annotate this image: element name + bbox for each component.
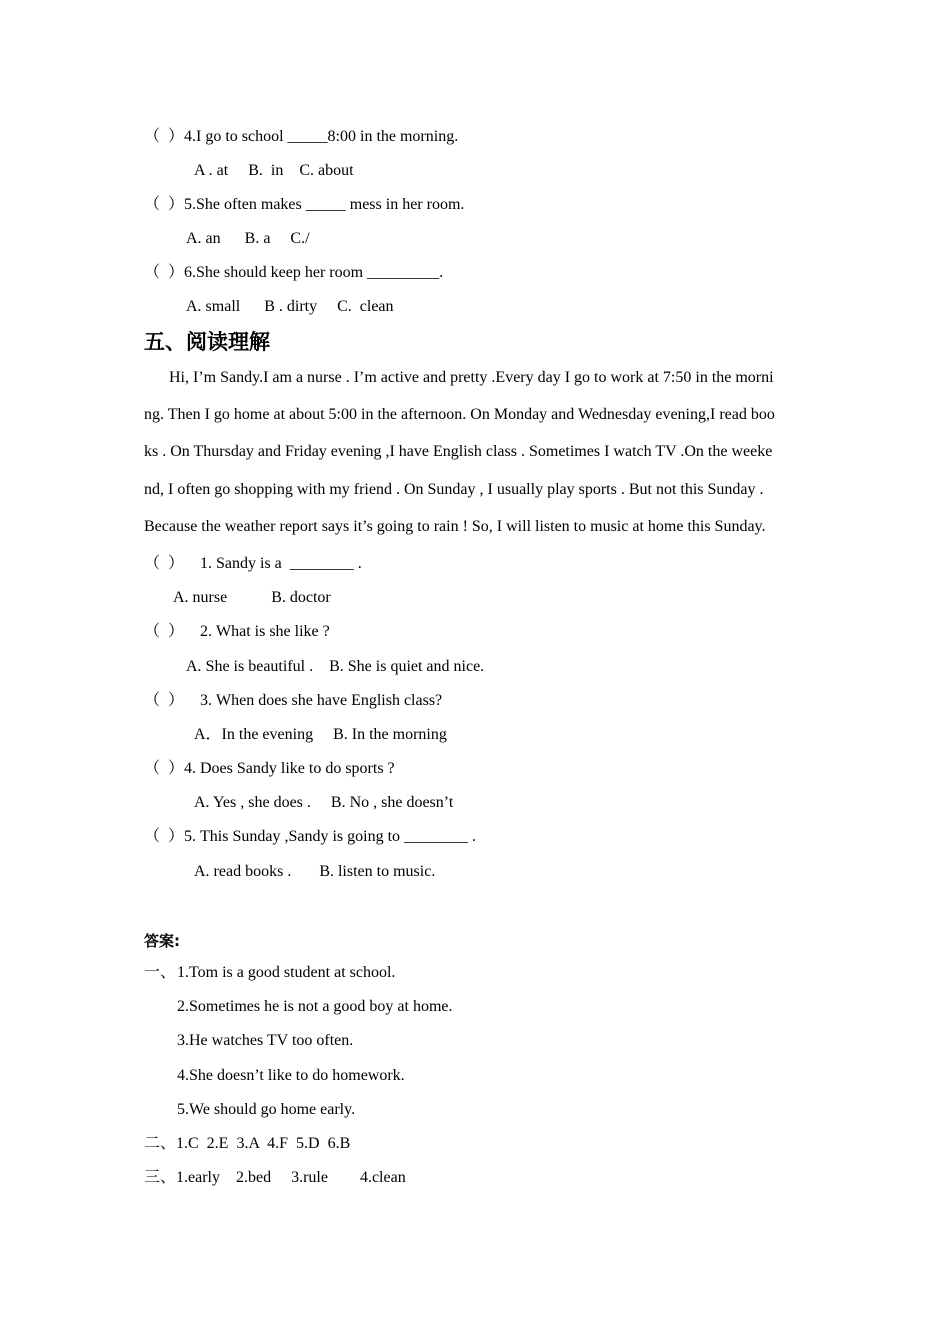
question-6-stem: （ ）6.She should keep her room _________. bbox=[144, 264, 444, 281]
question-6-options: A. small B . dirty C. clean bbox=[186, 298, 394, 315]
answer-part1-item: 5.We should go home early. bbox=[177, 1101, 356, 1118]
answers-part3: 三、1.early 2.bed 3.rule 4.clean bbox=[144, 1169, 406, 1186]
reading-question-5-options: A. read books . B. listen to music. bbox=[194, 863, 436, 880]
question-4-stem: （ ）4.I go to school _____8:00 in the morning. bbox=[144, 128, 459, 145]
reading-question-1-stem: （ ） 1. Sandy is a ________ . bbox=[144, 555, 362, 572]
answer-part1-item: 2.Sometimes he is not a good boy at home. bbox=[177, 998, 453, 1015]
answers-part1-prefix: 一、 bbox=[144, 964, 177, 981]
question-5-options: A. an B. a C./ bbox=[186, 230, 310, 247]
reading-question-2-stem: （ ） 2. What is she like ? bbox=[144, 623, 330, 640]
answers-part2: 二、1.C 2.E 3.A 4.F 5.D 6.B bbox=[144, 1135, 351, 1152]
passage-line: Hi, I’m Sandy.I am a nurse . I’m active and pretty .Every day I go to work at 7:50 in the morni bbox=[169, 369, 774, 386]
answers-label: 答案: bbox=[144, 932, 180, 950]
passage-line: Because the weather report says it’s going to rain ! So, I will listen to music at home this Sunday. bbox=[144, 518, 766, 535]
section-heading-reading: 五、阅读理解 bbox=[144, 330, 270, 354]
answer-part1-item: 1.Tom is a good student at school. bbox=[177, 964, 396, 981]
reading-question-5-stem: （ ）5. This Sunday ,Sandy is going to ________ . bbox=[144, 828, 477, 845]
answer-part1-item: 3.He watches TV too often. bbox=[177, 1032, 354, 1049]
passage-line: ng. Then I go home at about 5:00 in the afternoon. On Monday and Wednesday evening,I read boo bbox=[144, 406, 775, 423]
reading-question-3-stem: （ ） 3. When does she have English class? bbox=[144, 692, 443, 709]
reading-question-2-options: A. She is beautiful . B. She is quiet and nice. bbox=[186, 658, 485, 675]
answer-part1-item: 4.She doesn’t like to do homework. bbox=[177, 1067, 405, 1084]
reading-question-4-options: A. Yes , she does . B. No , she doesn’t bbox=[194, 794, 454, 811]
question-5-stem: （ ）5.She often makes _____ mess in her room. bbox=[144, 196, 465, 213]
reading-question-1-options: A. nurse B. doctor bbox=[173, 589, 331, 606]
passage-line: nd, I often go shopping with my friend . On Sunday , I usually play sports . But not this Sunday . bbox=[144, 481, 764, 498]
passage-line: ks . On Thursday and Friday evening ,I have English class . Sometimes I watch TV .On the weeke bbox=[144, 443, 773, 460]
reading-question-3-options: A．In the evening B. In the morning bbox=[194, 726, 447, 743]
question-4-options: A . at B. in C. about bbox=[194, 162, 354, 179]
reading-question-4-stem: （ ）4. Does Sandy like to do sports ? bbox=[144, 760, 395, 777]
